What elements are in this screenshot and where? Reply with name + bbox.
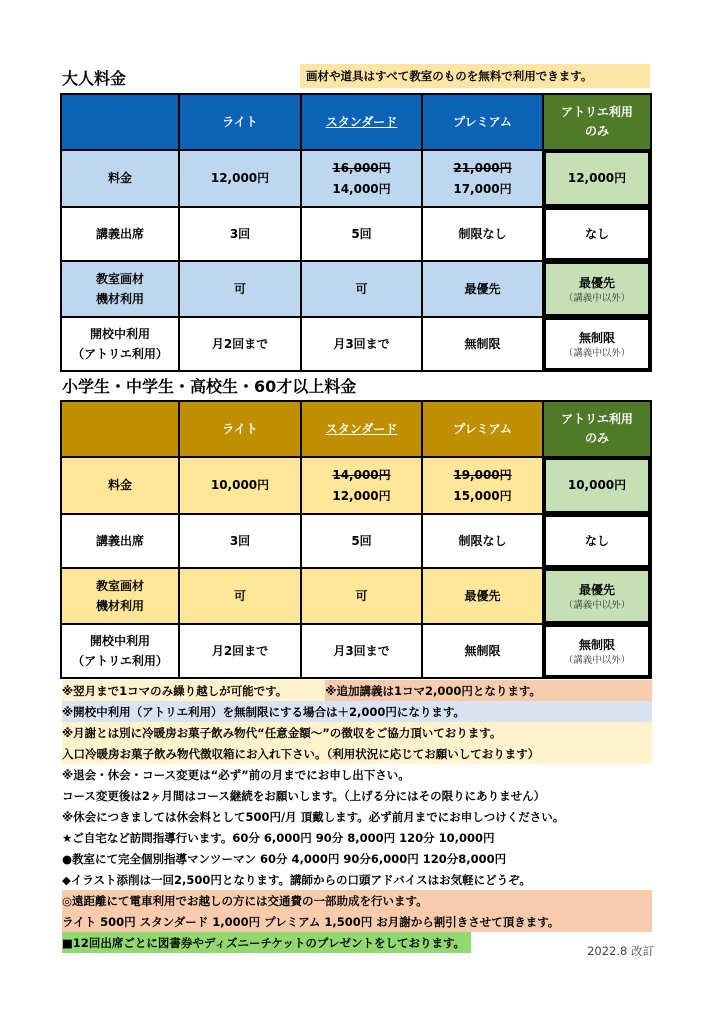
price-standard-old: 14,000円 [332,468,391,483]
attend-standard: 5回 [301,514,422,568]
header-light: ライト [179,401,301,457]
row-label-price: 料金 [61,457,179,514]
room-label-line1: 教室画材 [95,271,144,286]
child-section-title: 小学生・中学生・高校生・60才以上料金 [62,376,357,396]
room-label-line2: 機材利用 [95,599,144,613]
header-atelier [543,94,651,150]
attend-light: 3回 [179,207,301,261]
child-price-row [61,457,651,514]
room-light: 可 [179,568,301,624]
price-premium-old: 19,000円 [453,468,512,483]
open-standard: 月3回まで [301,624,422,678]
note-withdraw: ※退会・休会・コース変更は“必ず”前の月までにお申し出下さい。 [62,767,410,782]
header-premium: プレミアム [422,401,543,457]
room-atelier-value: 最優先 [578,275,615,290]
row-label-room [61,568,179,624]
note-home-visit: ★ご自宅など訪問指導行います。60分 6,000円 90分 8,000円 120分 10,000円 [62,830,495,845]
row-label-open [61,624,179,678]
price-premium-new: 15,000円 [453,488,512,503]
note-utility-box: 入口冷暖房お菓子飲み物代徴収箱にお入れ下さい。（利用状況に応じてお願いしております） [62,743,652,764]
child-room-row [61,568,651,624]
row-label-open [61,317,179,371]
price-standard [301,457,422,514]
attend-standard: 5回 [301,207,422,261]
open-premium: 無制限 [422,317,543,371]
note-carryover-line [62,680,652,701]
note-private-lesson: ●教室にて完全個別指導マンツーマン 60分 4,000円 90分6,000円 120分8,000円 [62,851,507,866]
open-atelier [543,624,651,678]
room-premium: 最優先 [422,568,543,624]
note-carryover: ※翌月まで1コマのみ繰り越しが可能です。 [62,683,288,698]
room-atelier-note: （講義中以外） [563,600,631,612]
open-label-line1: 開校中利用 [89,633,150,648]
price-premium [422,457,543,514]
room-light: 可 [179,261,301,317]
room-standard: 可 [301,568,422,624]
room-label-line1: 教室画材 [95,578,144,593]
open-light: 月2回まで [179,317,301,371]
adult-title-row [62,64,126,90]
attend-premium: 制限なし [422,207,543,261]
price-standard-new: 14,000円 [332,181,391,196]
note-present: ■12回出席ごとに図書券やディズニーチケットのプレゼントをしております。 [62,932,471,953]
child-attend-row [61,514,651,568]
open-atelier-note: （講義中以外） [563,655,631,667]
note-illustration-review: ◆イラスト添削は一回2,500円となります。講師からの口頭アドバイスはお気軽にどうぞ。 [62,872,531,887]
room-atelier-value: 最優先 [578,582,615,597]
price-premium [422,150,543,207]
header-standard: スタンダード [301,401,422,457]
note-extra-lecture: ※追加講義は1コマ2,000円となります。 [325,680,652,701]
open-label-line1: 開校中利用 [89,326,150,341]
room-premium: 最優先 [422,261,543,317]
header-premium: プレミアム [422,94,543,150]
price-light: 10,000円 [179,457,301,514]
price-premium-new: 17,000円 [453,181,512,196]
atelier-header-line1: アトリエ利用 [561,411,633,426]
note-course-change: コース変更後は2ヶ月間はコース継続をお願いします。（上げる分にはその限りにありません） [62,788,546,803]
adult-header-row [61,94,651,150]
note-utility-fee: ※月謝とは別に冷暖房お菓子飲み物代“任意金額～”の徴収をご協力頂いております。 [62,722,652,743]
room-atelier-note: （講義中以外） [563,293,631,305]
price-standard-new: 12,000円 [332,488,391,503]
atelier-header-line1: アトリエ利用 [561,104,633,119]
room-atelier [543,261,651,317]
adult-attend-row [61,207,651,261]
open-atelier-value: 無制限 [578,330,615,345]
price-standard-old: 16,000円 [332,161,391,176]
child-title-row [62,372,356,398]
row-label-attend: 講義出席 [61,207,179,261]
open-label-line2: （アトリエ利用） [72,347,168,361]
child-price-table [60,400,652,679]
note-travel-subsidy: ◎遠距離にて電車利用でお越しの方には交通費の一部助成を行います。 [62,890,652,911]
note-leave-fee: ※休会につきましては休会料として500円/月 頂戴します。必ず前月までにお申しつけください。 [62,809,565,824]
header-empty-cell [61,94,179,150]
attend-premium: 制限なし [422,514,543,568]
child-header-row [61,401,651,457]
open-atelier-value: 無制限 [578,637,615,652]
room-label-line2: 機材利用 [95,292,144,306]
adult-price-row [61,150,651,207]
adult-section-title: 大人料金 [62,68,127,88]
note-open-unlimited: ※開校中利用（アトリエ利用）を無制限にする場合は＋2,000円になります。 [62,701,652,722]
price-premium-old: 21,000円 [453,161,512,176]
adult-price-table [60,93,652,372]
atelier-header-line2: のみ [584,124,609,138]
open-light: 月2回まで [179,624,301,678]
adult-room-row [61,261,651,317]
header-empty-cell [61,401,179,457]
child-open-row [61,624,651,678]
open-label-line2: （アトリエ利用） [72,654,168,668]
attend-light: 3回 [179,514,301,568]
header-standard: スタンダード [301,94,422,150]
adult-open-row [61,317,651,371]
atelier-header-line2: のみ [584,431,609,445]
note-travel-discount: ライト 500円 スタンダード 1,000円 プレミアム 1,500円 お月謝から割引きさせて頂きます。 [62,911,652,932]
revision-date: 2022.8 改訂 [587,944,654,958]
price-standard [301,150,422,207]
attend-atelier: なし [543,514,651,568]
header-light: ライト [179,94,301,150]
materials-free-note: 画材や道具はすべて教室のものを無料で利用できます。 [300,64,650,88]
open-atelier-note: （講義中以外） [563,348,631,360]
open-premium: 無制限 [422,624,543,678]
attend-atelier: なし [543,207,651,261]
row-label-price: 料金 [61,150,179,207]
open-standard: 月3回まで [301,317,422,371]
room-standard: 可 [301,261,422,317]
header-atelier [543,401,651,457]
row-label-attend: 講義出席 [61,514,179,568]
price-atelier: 10,000円 [543,457,651,514]
note-present-line [62,932,652,953]
price-atelier: 12,000円 [543,150,651,207]
notes-section [62,680,652,953]
room-atelier [543,568,651,624]
open-atelier [543,317,651,371]
price-light: 12,000円 [179,150,301,207]
row-label-room [61,261,179,317]
